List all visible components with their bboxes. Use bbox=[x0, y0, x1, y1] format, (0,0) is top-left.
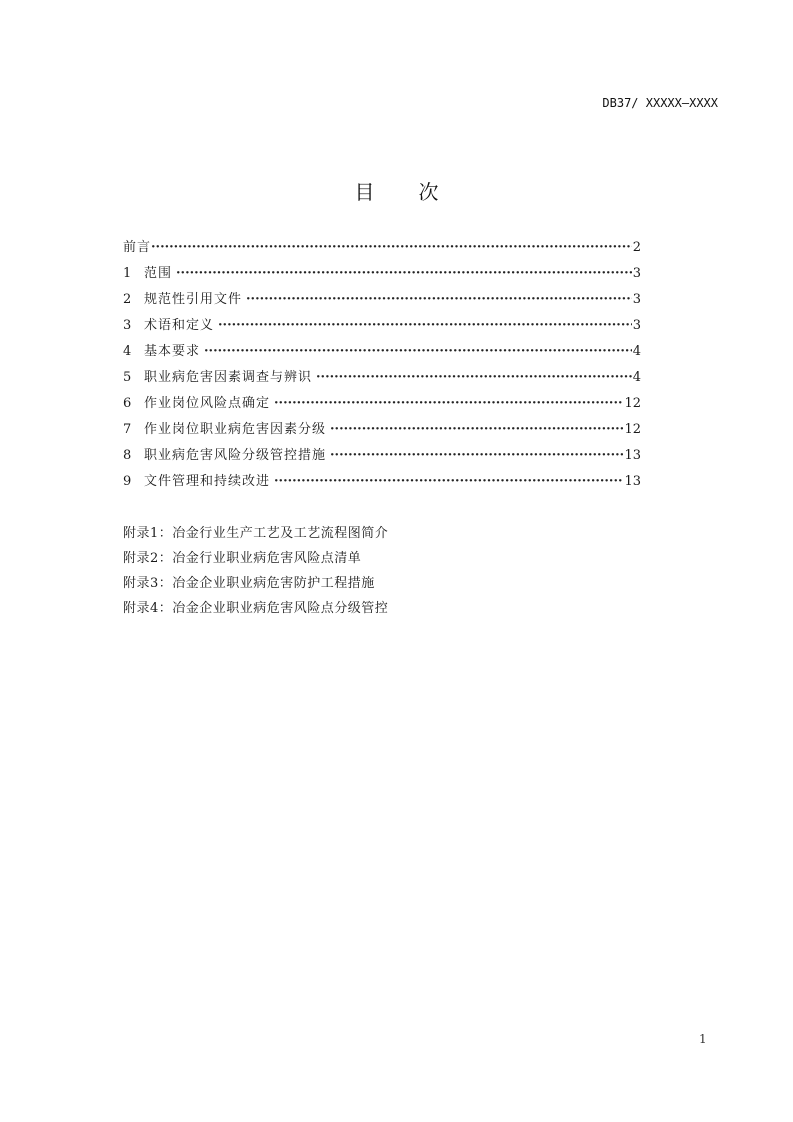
toc-entry-7[interactable] bbox=[123, 420, 641, 446]
toc-label: 作业岗位风险点确定 bbox=[144, 396, 271, 411]
toc-page-number: 3 bbox=[632, 318, 641, 333]
toc-leader-dots bbox=[330, 420, 623, 440]
toc-page-number: 13 bbox=[624, 448, 641, 463]
toc-label: 前言 bbox=[123, 240, 152, 255]
toc-label: 职业病危害风险分级管控措施 bbox=[144, 448, 327, 463]
page-number: 1 bbox=[699, 1032, 707, 1046]
toc-entry-foreword[interactable] bbox=[123, 238, 641, 264]
toc-page-number: 3 bbox=[632, 266, 641, 281]
toc-number: 5 bbox=[123, 370, 132, 385]
toc-page-number: 4 bbox=[632, 344, 641, 359]
title-char-1: 目 bbox=[354, 180, 375, 204]
appendix-entry-1[interactable]: 附录1：冶金行业生产工艺及工艺流程图简介 bbox=[123, 526, 389, 541]
toc-entry-8[interactable] bbox=[123, 446, 641, 472]
toc-leader-dots bbox=[274, 472, 623, 492]
appendix-entry-4[interactable]: 附录4：冶金企业职业病危害风险点分级管控 bbox=[123, 601, 389, 616]
title-char-2: 次 bbox=[418, 180, 439, 204]
toc-number: 2 bbox=[123, 292, 132, 307]
toc-label: 文件管理和持续改进 bbox=[144, 474, 271, 489]
toc-entry-3[interactable] bbox=[123, 316, 641, 342]
toc-entry-6[interactable] bbox=[123, 394, 641, 420]
toc-label: 作业岗位职业病危害因素分级 bbox=[144, 422, 327, 437]
toc-leader-dots bbox=[316, 368, 632, 388]
toc-number: 9 bbox=[123, 474, 132, 489]
appendix-entry-3[interactable]: 附录3：冶金企业职业病危害防护工程措施 bbox=[123, 576, 375, 591]
toc-number: 6 bbox=[123, 396, 132, 411]
toc-leader-dots bbox=[151, 238, 632, 258]
appendix-entry-2[interactable]: 附录2：冶金行业职业病危害风险点清单 bbox=[123, 551, 362, 566]
toc-label: 范围 bbox=[144, 266, 173, 281]
toc-number: 7 bbox=[123, 422, 132, 437]
table-of-contents bbox=[123, 238, 641, 498]
toc-page-number: 13 bbox=[624, 474, 641, 489]
toc-entry-5[interactable] bbox=[123, 368, 641, 394]
toc-page-number: 3 bbox=[632, 292, 641, 307]
toc-label: 规范性引用文件 bbox=[144, 292, 243, 307]
toc-page-number: 12 bbox=[624, 396, 641, 411]
toc-page-number: 4 bbox=[632, 370, 641, 385]
toc-label: 职业病危害因素调查与辨识 bbox=[144, 370, 313, 385]
document-code: DB37/ XXXXX—XXXX bbox=[602, 96, 718, 110]
toc-label: 术语和定义 bbox=[144, 318, 215, 333]
toc-leader-dots bbox=[274, 394, 623, 414]
toc-page-number: 2 bbox=[632, 240, 641, 255]
toc-page-number: 12 bbox=[624, 422, 641, 437]
toc-number: 3 bbox=[123, 318, 132, 333]
toc-number: 8 bbox=[123, 448, 132, 463]
toc-entry-9[interactable] bbox=[123, 472, 641, 498]
toc-leader-dots bbox=[204, 342, 632, 362]
appendix-list bbox=[123, 524, 388, 624]
toc-number: 4 bbox=[123, 344, 132, 359]
toc-entry-4[interactable] bbox=[123, 342, 641, 368]
toc-leader-dots bbox=[330, 446, 623, 466]
toc-entry-2[interactable] bbox=[123, 290, 641, 316]
page-title bbox=[0, 176, 793, 205]
toc-leader-dots bbox=[246, 290, 632, 310]
toc-entry-1[interactable] bbox=[123, 264, 641, 290]
toc-leader-dots bbox=[218, 316, 632, 336]
toc-label: 基本要求 bbox=[144, 344, 201, 359]
toc-number: 1 bbox=[123, 266, 132, 281]
toc-leader-dots bbox=[176, 264, 632, 284]
